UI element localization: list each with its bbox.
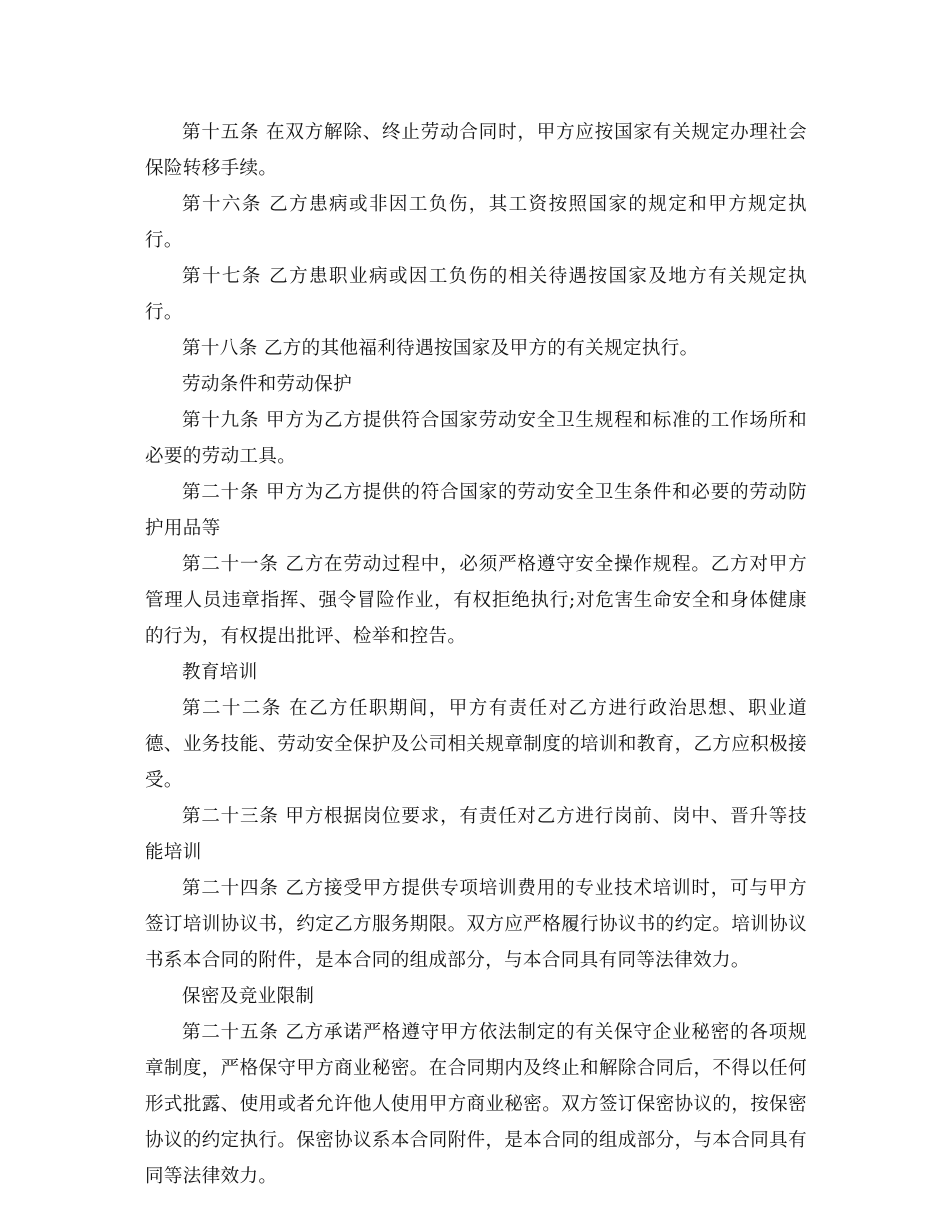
- paragraph-article-16: 第十六条 乙方患病或非因工负伤，其工资按照国家的规定和甲方规定执行。: [145, 194, 807, 251]
- paragraph-article-25: 第二十五条 乙方承诺严格遵守甲方依法制定的有关保守企业秘密的各项规章制度，严格保守甲方商业秘密。在合同期内及终止和解除合同后，不得以任何形式批露、使用或者允许他人使用甲方商业秘密。双方签订保密协议的，按保密协议的约定执行。保密协议系本合同附件，是本合同的组成部分，与本合同具有同等法律效力。: [145, 1022, 807, 1187]
- paragraph-article-15: 第十五条 在双方解除、终止劳动合同时，甲方应按国家有关规定办理社会保险转移手续。: [145, 122, 807, 179]
- paragraph-article-18: 第十八条 乙方的其他福利待遇按国家及甲方的有关规定执行。: [182, 338, 699, 359]
- section-heading-labor-conditions: 劳动条件和劳动保护: [182, 374, 353, 395]
- section-heading-confidentiality: 保密及竞业限制: [182, 986, 315, 1007]
- paragraph-article-17: 第十七条 乙方患职业病或因工负伤的相关待遇按国家及地方有关规定执行。: [145, 266, 807, 323]
- paragraph-article-19: 第十九条 甲方为乙方提供符合国家劳动安全卫生规程和标准的工作场所和必要的劳动工具。: [145, 410, 807, 467]
- paragraph-article-23: 第二十三条 甲方根据岗位要求，有责任对乙方进行岗前、岗中、晋升等技能培训: [145, 806, 807, 863]
- paragraph-article-22: 第二十二条 在乙方任职期间，甲方有责任对乙方进行政治思想、职业道德、业务技能、劳动安全保护及公司相关规章制度的培训和教育，乙方应积极接受。: [145, 698, 807, 791]
- paragraph-article-24: 第二十四条 乙方接受甲方提供专项培训费用的专业技术培训时，可与甲方签订培训协议书，约定乙方服务期限。双方应严格履行协议书的约定。培训协议书系本合同的附件，是本合同的组成部分，与本合同具有同等法律效力。: [145, 878, 807, 971]
- paragraph-article-21: 第二十一条 乙方在劳动过程中，必须严格遵守安全操作规程。乙方对甲方管理人员违章指挥、强令冒险作业，有权拒绝执行;对危害生命安全和身体健康的行为，有权提出批评、检举和控告。: [145, 554, 807, 647]
- paragraph-article-20: 第二十条 甲方为乙方提供的符合国家的劳动安全卫生条件和必要的劳动防护用品等: [145, 482, 807, 539]
- section-heading-education-training: 教育培训: [182, 662, 258, 683]
- document-body: [145, 115, 807, 1195]
